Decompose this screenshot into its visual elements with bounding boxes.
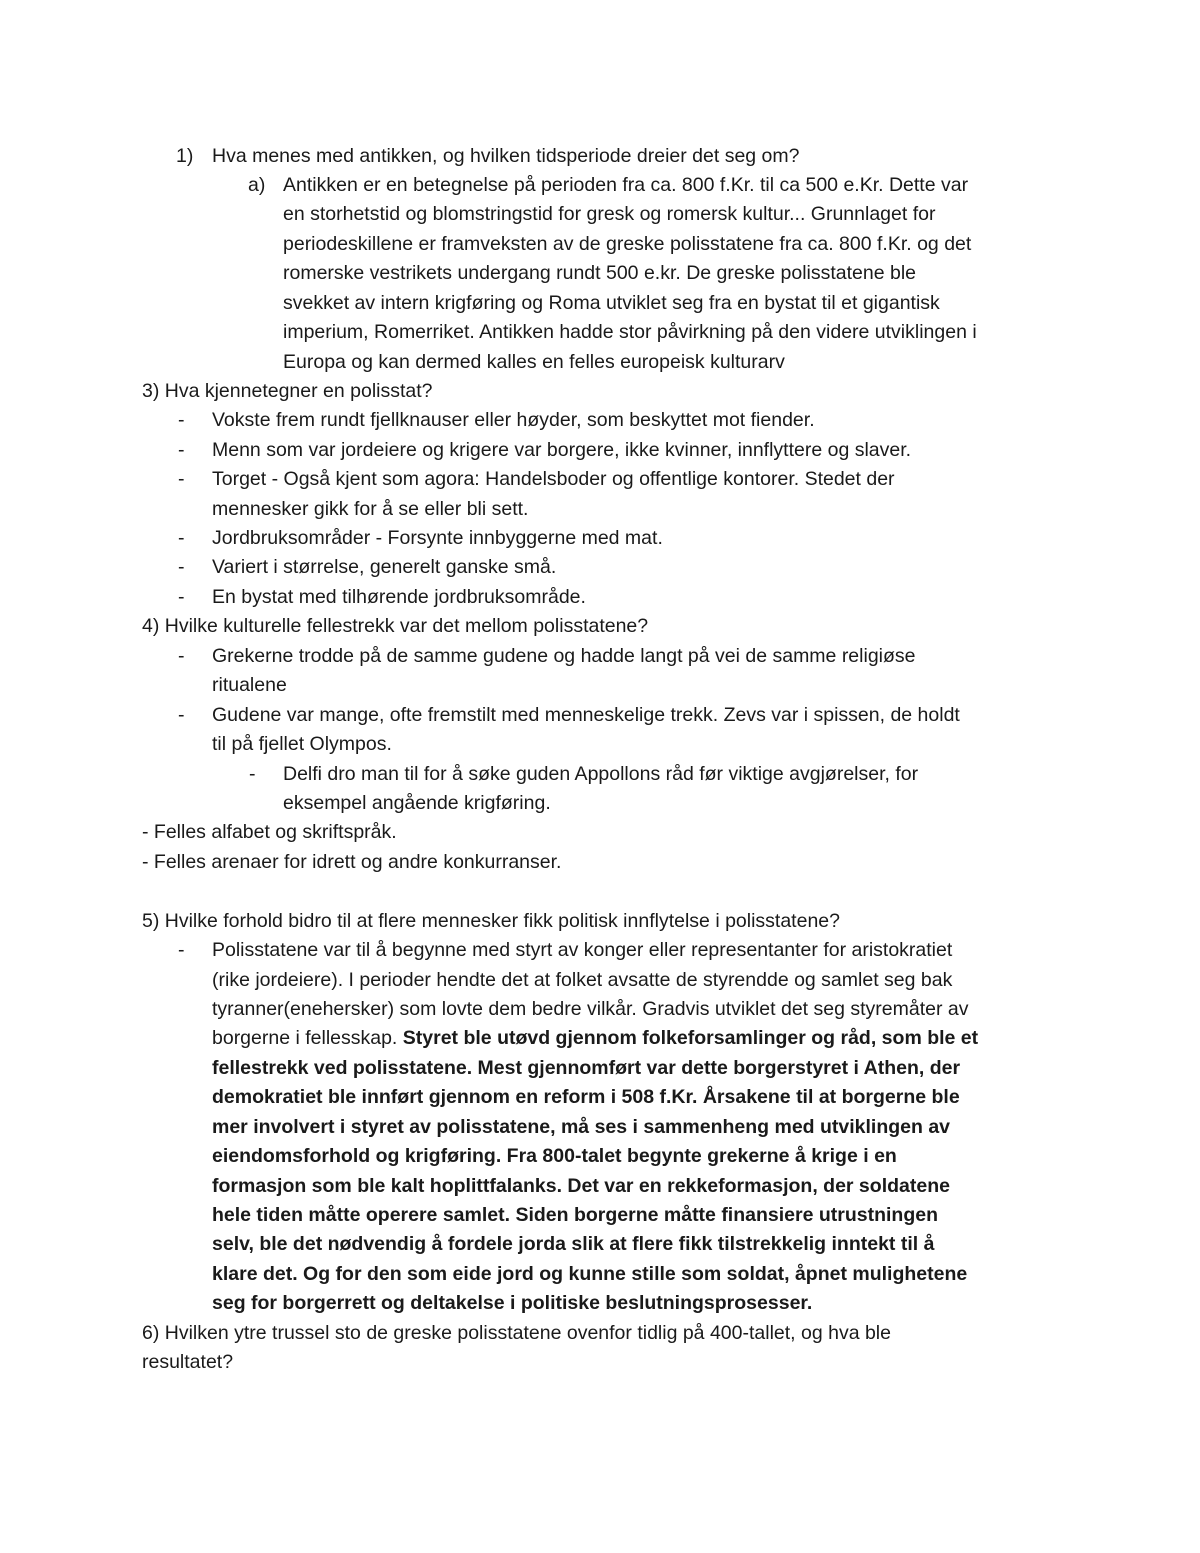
q4-sub-item-continuation: eksempel angående krigføring. <box>283 792 551 814</box>
q3-item-dash: - <box>178 586 185 608</box>
q1-answer-line: svekket av intern krigføring og Roma utviklet seg fra en bystat til et gigantisk <box>283 292 940 314</box>
q4-item-dash: - <box>178 704 185 726</box>
q5-bold-line: klare det. Og for den som eide jord og kunne stille som soldat, åpnet mulighetene <box>212 1263 968 1285</box>
q3-item: Variert i størrelse, generelt ganske små. <box>212 556 557 578</box>
q1-answer-line: en storhetstid og blomstringstid for gresk og romersk kultur... Grunnlaget for <box>283 203 936 225</box>
q4-sub-item-dash: - <box>249 763 256 785</box>
q6-question-continuation: resultatet? <box>142 1351 234 1373</box>
q5-answer-line: (rike jordeiere). I perioder hendte det at folket avsatte de styrendde og samlet seg bak <box>212 969 953 991</box>
q3-item-dash: - <box>178 409 185 431</box>
q5-bold-line: selv, ble det nødvendig å fordele jorda slik at flere fikk tilstrekkelig inntekt til å <box>212 1233 935 1255</box>
q5-answer-line: Polisstatene var til å begynne med styrt av konger eller representanter for aristokratiet <box>212 939 953 961</box>
q5-mixed-plain: borgerne i fellesskap. <box>212 1027 403 1049</box>
q1-answer-line: Antikken er en betegnelse på perioden fra ca. 800 f.Kr. til ca 500 e.Kr. Dette var <box>283 174 969 196</box>
q1-answer-marker: a) <box>248 174 266 196</box>
q4-sub-item: Delfi dro man til for å søke guden Appollons råd før viktige avgjørelser, for <box>283 763 919 785</box>
q5-bold-line: demokratiet ble innført gjennom en reform i 508 f.Kr. Årsakene til at borgerne ble <box>212 1086 960 1108</box>
q6-question: 6) Hvilken ytre trussel sto de greske polisstatene ovenfor tidlig på 400-tallet, og hva ble <box>142 1322 891 1344</box>
q5-bold-line: mer involvert i styret av polisstatene, må ses i sammenheng med utviklingen av <box>212 1116 951 1138</box>
q4-item-dash: - <box>178 645 185 667</box>
q3-item-dash: - <box>178 468 185 490</box>
q5-mixed-line <box>212 1024 978 1054</box>
q3-item: En bystat med tilhørende jordbruksområde. <box>212 586 586 608</box>
q3-item: Jordbruksområder - Forsynte innbyggerne med mat. <box>212 527 663 549</box>
q5-mixed-bold: Styret ble utøvd gjennom folkeforsamlinger og råd, som ble et <box>402 1027 979 1049</box>
q1-answer-line: romerske vestrikets undergang rundt 500 e.kr. De greske polisstatene ble <box>283 262 917 284</box>
q5-bold-line: formasjon som ble kalt hoplittfalanks. Det var en rekkeformasjon, der soldatene <box>212 1175 950 1197</box>
q4-item: Gudene var mange, ofte fremstilt med menneskelige trekk. Zevs var i spissen, de holdt <box>212 704 960 726</box>
q3-item: Vokste frem rundt fjellknauser eller høyder, som beskyttet mot fiender. <box>212 409 815 431</box>
q3-item-dash: - <box>178 527 185 549</box>
q5-bold-line: hele tiden måtte operere samlet. Siden borgerne måtte finansiere utrustningen <box>212 1204 939 1226</box>
q4-extra-line: - Felles arenaer for idrett og andre konkurranser. <box>142 851 562 873</box>
q4-item-continuation: ritualene <box>212 674 287 696</box>
q3-item-continuation: mennesker gikk for å se eller bli sett. <box>212 498 529 520</box>
q1-answer-line: Europa og kan dermed kalles en felles europeisk kulturarv <box>283 351 785 373</box>
q3-item: Menn som var jordeiere og krigere var borgere, ikke kvinner, innflyttere og slaver. <box>212 439 912 461</box>
q3-item: Torget - Også kjent som agora: Handelsboder og offentlige kontorer. Stedet der <box>212 468 895 490</box>
q4-question: 4) Hvilke kulturelle fellestrekk var det mellom polisstatene? <box>142 615 649 637</box>
q1-question: Hva menes med antikken, og hvilken tidsperiode dreier det seg om? <box>212 145 800 167</box>
q5-question: 5) Hvilke forhold bidro til at flere mennesker fikk politisk innflytelse i polisstatene? <box>142 910 840 932</box>
q4-item: Grekerne trodde på de samme gudene og hadde langt på vei de samme religiøse <box>212 645 916 667</box>
q4-item-continuation: til på fjellet Olympos. <box>212 733 392 755</box>
q3-item-dash: - <box>178 556 185 578</box>
q1-answer-line: imperium, Romerriket. Antikken hadde stor påvirkning på den videre utviklingen i <box>283 321 977 343</box>
q5-answer-line: tyranner(enehersker) som lovte dem bedre vilkår. Gradvis utviklet det seg styremåter av <box>212 998 969 1020</box>
q5-bold-line: fellestrekk ved polisstatene. Mest gjennomført var dette borgerstyret i Athen, der <box>212 1057 961 1079</box>
q5-bold-line: seg for borgerrett og deltakelse i politiske beslutningsprosesser. <box>212 1292 813 1314</box>
q5-bold-line: eiendomsforhold og krigføring. Fra 800-talet begynte grekerne å krige i en <box>212 1145 897 1167</box>
q3-question: 3) Hva kjennetegner en polisstat? <box>142 380 433 402</box>
q4-extra-line: - Felles alfabet og skriftspråk. <box>142 821 397 843</box>
q3-item-dash: - <box>178 439 185 461</box>
q1-number: 1) <box>176 145 194 167</box>
q5-item-dash: - <box>178 939 185 961</box>
q1-answer-line: periodeskillene er framveksten av de greske polisstatene fra ca. 800 f.Kr. og det <box>283 233 972 255</box>
